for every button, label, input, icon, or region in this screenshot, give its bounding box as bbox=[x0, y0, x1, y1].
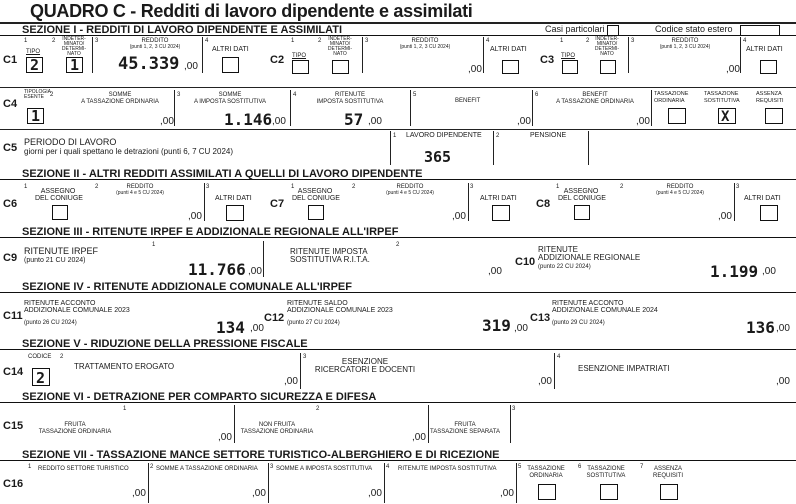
field-label: REDDITO bbox=[396, 184, 424, 190]
field-label: (punti 1, 2, 3 CU 2024) bbox=[399, 44, 451, 50]
field-label: TIPO bbox=[26, 49, 41, 55]
field-label: 3 bbox=[631, 38, 635, 44]
column-divider bbox=[92, 37, 93, 73]
field-label: ASSENZA REQUISITI bbox=[652, 466, 683, 479]
field-label: 3 bbox=[512, 406, 516, 412]
c13-acc-value: 136 bbox=[746, 318, 775, 337]
c14-codice-value: 2 bbox=[36, 369, 46, 387]
field-label: (punti 1, 2, 3 CU 2024) bbox=[129, 44, 181, 50]
row-c2: C2 bbox=[270, 54, 285, 66]
section-2-header bbox=[0, 168, 796, 180]
field-label: (punto 21 CU 2024) bbox=[24, 257, 86, 264]
field-label: BENEFIT bbox=[455, 98, 481, 104]
c4-tipologia-value: 1 bbox=[31, 107, 41, 125]
field-label: PENSIONE bbox=[530, 132, 567, 139]
section-3-header bbox=[0, 226, 796, 238]
field-label: 2 bbox=[150, 464, 154, 470]
c4-tass-ord-field[interactable] bbox=[668, 108, 686, 124]
column-divider bbox=[734, 183, 735, 221]
field-label: ESENZIONE IMPATRIATI bbox=[578, 364, 670, 373]
decimal-suffix: ,00 bbox=[452, 211, 466, 222]
column-divider bbox=[468, 183, 469, 221]
periodo-label: PERIODO DI LAVORO bbox=[24, 137, 117, 147]
decimal-suffix: ,00 bbox=[776, 376, 790, 387]
c2-tipo-field[interactable] bbox=[292, 60, 309, 74]
field-label: 1 bbox=[123, 406, 127, 412]
periodo-sub: giorni per i quali spettano le detrazioni (punti 6, 7 CU 2024) bbox=[24, 147, 234, 156]
decimal-suffix: ,00 bbox=[500, 488, 514, 499]
decimal-suffix: ,00 bbox=[218, 432, 232, 443]
field-label: 1 bbox=[24, 38, 28, 44]
field-label: (punti 4 e 5 CU 2024) bbox=[116, 190, 164, 196]
c10-add-reg-value: 1.199 bbox=[710, 262, 759, 281]
field-label: 2 bbox=[620, 184, 624, 190]
row-c13: C13 bbox=[530, 312, 551, 324]
column-divider bbox=[174, 90, 175, 126]
field-label: REDDITO bbox=[141, 38, 169, 44]
section-title: SEZIONE III - RITENUTE IRPEF E ADDIZIONALE REGIONALE ALL'IRPEF bbox=[22, 226, 399, 238]
column-divider bbox=[516, 463, 517, 503]
field-label: 6 bbox=[578, 464, 582, 470]
decimal-suffix: ,00 bbox=[248, 266, 262, 277]
column-divider bbox=[362, 37, 363, 73]
field-label: 2 bbox=[60, 354, 64, 360]
field-label: 3 bbox=[206, 184, 210, 190]
field-label: 2 bbox=[52, 38, 56, 44]
decimal-suffix: ,00 bbox=[514, 323, 528, 334]
casi-particolari-label: Casi particolari bbox=[545, 24, 605, 34]
c1-indeterminato-value: 1 bbox=[70, 56, 80, 74]
decimal-suffix: ,00 bbox=[412, 432, 426, 443]
field-label: (punto 26 CU 2024) bbox=[24, 320, 77, 326]
column-divider bbox=[384, 463, 385, 503]
field-label: RITENUTE ACCONTO ADDIZIONALE COMUNALE 2024 bbox=[552, 300, 658, 314]
decimal-suffix: ,00 bbox=[636, 116, 650, 127]
field-label: 3 bbox=[177, 92, 181, 98]
field-label: ALTRI DATI bbox=[480, 195, 517, 202]
c16-tass-sost-field[interactable] bbox=[600, 484, 618, 500]
field-label: ALTRI DATI bbox=[215, 195, 252, 202]
field-label: REDDITO bbox=[126, 184, 154, 190]
field-label: ASSEGNO DEL CONIUGE bbox=[558, 188, 606, 202]
decimal-suffix: ,00 bbox=[468, 64, 482, 75]
decimal-suffix: ,00 bbox=[368, 116, 382, 127]
c1-altri-dati-field[interactable] bbox=[222, 57, 239, 73]
field-label: 4 bbox=[293, 92, 297, 98]
row-c3: C3 bbox=[540, 54, 555, 66]
field-label: TASSAZIONE SOSTITUTIVA bbox=[586, 466, 626, 479]
decimal-suffix: ,00 bbox=[762, 266, 776, 277]
field-label: TASSAZIONE ORDINARIA bbox=[527, 466, 565, 479]
column-divider bbox=[390, 131, 391, 165]
field-label: 2 bbox=[50, 92, 54, 98]
row-c10: C10 bbox=[515, 256, 536, 268]
field-label: 3 bbox=[303, 354, 307, 360]
section-title: SEZIONE V - RIDUZIONE DELLA PRESSIONE FISCALE bbox=[22, 338, 308, 350]
field-label: REDDITO bbox=[411, 38, 439, 44]
field-label: ALTRI DATI bbox=[212, 46, 249, 53]
column-divider bbox=[483, 37, 484, 73]
c9-irpef-value: 11.766 bbox=[188, 260, 246, 279]
row-divider bbox=[0, 129, 796, 130]
c6-altri-dati-field[interactable] bbox=[226, 205, 244, 221]
field-label: 3 bbox=[270, 464, 274, 470]
column-divider bbox=[268, 463, 269, 503]
row-c16: C16 bbox=[3, 478, 24, 490]
column-divider bbox=[300, 353, 301, 389]
row-c14: C14 bbox=[3, 366, 24, 378]
c4-somme-sost-value: 1.146 bbox=[224, 110, 273, 129]
c16-tass-ord-field[interactable] bbox=[538, 484, 556, 500]
decimal-suffix: ,00 bbox=[517, 116, 531, 127]
field-label: TASSAZIONE ORDINARIA bbox=[654, 91, 689, 104]
column-divider bbox=[410, 90, 411, 126]
decimal-suffix: ,00 bbox=[250, 323, 264, 334]
c1-tipo-value: 2 bbox=[30, 56, 40, 74]
field-label: FRUITA TASSAZIONE ORDINARIA bbox=[38, 422, 112, 435]
field-label: 2 bbox=[95, 184, 99, 190]
row-c11: C11 bbox=[3, 310, 23, 322]
row-c15: C15 bbox=[3, 420, 24, 432]
field-label: RITENUTE IMPOSTA SOSTITUTIVA bbox=[316, 92, 384, 105]
c2-altri-dati-field[interactable] bbox=[502, 60, 519, 74]
field-label: INDETER- MINATO/ DETERMI- NATO bbox=[594, 36, 620, 57]
c1-reddito-value: 45.339 bbox=[118, 54, 180, 74]
casi-particolari-box[interactable] bbox=[607, 25, 619, 36]
field-label: 1 bbox=[560, 38, 564, 44]
c7-altri-dati-field[interactable] bbox=[492, 205, 510, 221]
field-label: BENEFIT A TASSAZIONE ORDINARIA bbox=[556, 92, 634, 105]
c3-indeterminato-field[interactable] bbox=[600, 60, 616, 74]
row-c8: C8 bbox=[536, 198, 551, 210]
section-4-header bbox=[0, 281, 796, 293]
c12-saldo-value: 319 bbox=[482, 316, 511, 335]
field-label: (punto 29 CU 2024) bbox=[552, 320, 605, 326]
field-label: 1 bbox=[28, 464, 32, 470]
decimal-suffix: ,00 bbox=[252, 488, 266, 499]
field-label: SOMME A TASSAZIONE ORDINARIA bbox=[156, 466, 258, 472]
section-title: SEZIONE VII - TASSAZIONE MANCE SETTORE TURISTICO-ALBERGHIERO E DI RICEZIONE bbox=[22, 449, 500, 461]
field-label: SOMME A IMPOSTA SOSTITUTIVA bbox=[276, 466, 373, 472]
section-title: SEZIONE IV - RITENUTE ADDIZIONALE COMUNALE ALL'IRPEF bbox=[22, 281, 352, 293]
decimal-suffix: ,00 bbox=[538, 376, 552, 387]
column-divider bbox=[740, 37, 741, 73]
column-divider bbox=[588, 131, 589, 165]
field-label: 2 bbox=[586, 38, 590, 44]
field-label: 3 bbox=[470, 184, 474, 190]
section-7-header bbox=[0, 449, 796, 461]
field-label: 3 bbox=[95, 38, 99, 44]
c6-assegno-field[interactable] bbox=[52, 205, 68, 220]
field-label: 3 bbox=[365, 38, 369, 44]
column-divider bbox=[263, 241, 264, 277]
decimal-suffix: ,00 bbox=[488, 266, 502, 277]
c4-ritenute-value: 57 bbox=[344, 110, 364, 129]
c7-assegno-field[interactable] bbox=[308, 205, 324, 220]
page-title: QUADRO C - Redditi di lavoro dipendente e assimilati bbox=[30, 1, 473, 21]
column-divider bbox=[202, 37, 203, 73]
field-label: ALTRI DATI bbox=[744, 195, 781, 202]
column-divider bbox=[554, 353, 555, 389]
field-label: 1 bbox=[393, 133, 397, 139]
field-label: TIPOLOGIA ESENTE bbox=[24, 89, 51, 100]
codice-estero-box[interactable] bbox=[740, 25, 780, 36]
field-label: LAVORO DIPENDENTE bbox=[406, 132, 482, 139]
field-label: INDETER- MINATO/ DETERMI- NATO bbox=[327, 36, 353, 57]
field-label: 3 bbox=[736, 184, 740, 190]
field-label: FRUITA TASSAZIONE SEPARATA bbox=[430, 422, 500, 435]
section-title: SEZIONE II - ALTRI REDDITI ASSIMILATI A QUELLI DI LAVORO DIPENDENTE bbox=[22, 168, 423, 180]
c4-assenza-field[interactable] bbox=[765, 108, 783, 124]
decimal-suffix: ,00 bbox=[188, 211, 202, 222]
column-divider bbox=[628, 37, 629, 73]
c4-tass-sost-mark: X bbox=[721, 109, 730, 125]
field-label: TIPO bbox=[561, 53, 576, 59]
field-label: 7 bbox=[640, 464, 644, 470]
field-label: CODICE bbox=[28, 354, 52, 360]
field-label: ASSEGNO DEL CONIUGE bbox=[292, 188, 340, 202]
c3-altri-dati-field[interactable] bbox=[760, 60, 777, 74]
section-title: SEZIONE I - REDDITI DI LAVORO DIPENDENTE E ASSIMILATI bbox=[22, 24, 343, 36]
field-label: (punti 1, 2, 3 CU 2024) bbox=[659, 44, 711, 50]
field-label: 4 bbox=[486, 38, 490, 44]
column-divider bbox=[532, 90, 533, 126]
field-label: ESENZIONE RICERCATORI E DOCENTI bbox=[314, 357, 416, 374]
field-label: REDDITO bbox=[666, 184, 694, 190]
column-divider bbox=[204, 183, 205, 221]
row-c9: C9 bbox=[3, 252, 18, 264]
c2-indeterminato-field[interactable] bbox=[332, 60, 349, 74]
decimal-suffix: ,00 bbox=[272, 116, 286, 127]
field-label: ALTRI DATI bbox=[490, 46, 527, 53]
codice-estero-label: Codice stato estero bbox=[655, 24, 733, 34]
c5-lav-dip-value: 365 bbox=[424, 148, 452, 166]
field-label: (punto 27 CU 2024) bbox=[287, 320, 340, 326]
column-divider bbox=[290, 90, 291, 126]
row-c6: C6 bbox=[3, 198, 18, 210]
field-label: REDDITO SETTORE TURISTICO bbox=[38, 466, 129, 472]
field-label: 1 bbox=[291, 38, 295, 44]
field-label: RITENUTE IMPOSTA SOSTITUTIVA R.I.T.A. bbox=[290, 247, 370, 264]
section-5-header bbox=[0, 338, 796, 350]
field-label: TRATTAMENTO EROGATO bbox=[74, 362, 175, 371]
row-c4: C4 bbox=[3, 98, 18, 110]
column-divider bbox=[148, 463, 149, 503]
field-label: 5 bbox=[413, 92, 417, 98]
c3-tipo-field[interactable] bbox=[562, 60, 578, 74]
field-label: 2 bbox=[352, 184, 356, 190]
column-divider bbox=[493, 131, 494, 165]
field-label: RITENUTE SALDO ADDIZIONALE COMUNALE 2023 bbox=[287, 300, 393, 314]
field-label: 5 bbox=[518, 464, 522, 470]
field-label: ALTRI DATI bbox=[746, 46, 783, 53]
field-label: 6 bbox=[535, 92, 539, 98]
row-c7: C7 bbox=[270, 198, 285, 210]
field-label: INDETER- MINATO/ DETERMI- NATO bbox=[61, 36, 87, 57]
decimal-suffix: ,00 bbox=[776, 323, 790, 334]
field-label: 2 bbox=[396, 242, 400, 248]
row-c12: C12 bbox=[264, 312, 285, 324]
field-label: 1 bbox=[24, 184, 28, 190]
field-label: RITENUTE ACCONTO ADDIZIONALE COMUNALE 2023 bbox=[24, 300, 130, 314]
field-label: RITENUTE IRPEF bbox=[24, 246, 99, 256]
c8-altri-dati-field[interactable] bbox=[760, 205, 778, 221]
c16-assenza-field[interactable] bbox=[660, 484, 678, 500]
field-label: SOMME A TASSAZIONE ORDINARIA bbox=[81, 92, 159, 105]
decimal-suffix: ,00 bbox=[184, 61, 198, 72]
field-label: RITENUTE IMPOSTA SOSTITUTIVA bbox=[398, 466, 497, 472]
field-label: SOMME A IMPOSTA SOSTITUTIVA bbox=[193, 92, 267, 105]
field-label: 4 bbox=[743, 38, 747, 44]
field-label: TASSAZIONE SOSTITUTIVA bbox=[704, 91, 740, 104]
decimal-suffix: ,00 bbox=[284, 376, 298, 387]
field-label: 4 bbox=[205, 38, 209, 44]
field-label: 1 bbox=[291, 184, 295, 190]
field-label: 4 bbox=[557, 354, 561, 360]
field-label: ASSEGNO DEL CONIUGE bbox=[35, 188, 83, 202]
field-label: 2 bbox=[318, 38, 322, 44]
column-divider bbox=[510, 405, 511, 443]
row-c1: C1 bbox=[3, 54, 18, 66]
field-label: ASSENZA REQUISITI bbox=[756, 91, 784, 104]
decimal-suffix: ,00 bbox=[368, 488, 382, 499]
decimal-suffix: ,00 bbox=[726, 64, 740, 75]
field-label: (punto 22 CU 2024) bbox=[538, 264, 591, 270]
field-label: 1 bbox=[152, 242, 156, 248]
field-label: 4 bbox=[386, 464, 390, 470]
field-label: 2 bbox=[316, 406, 320, 412]
field-label: (punti 4 e 5 CU 2024) bbox=[386, 190, 434, 196]
field-label: REDDITO bbox=[671, 38, 699, 44]
column-divider bbox=[651, 90, 652, 126]
field-label: (punti 4 e 5 CU 2024) bbox=[656, 190, 704, 196]
decimal-suffix: ,00 bbox=[160, 116, 174, 127]
row-divider bbox=[0, 87, 796, 88]
row-c5: C5 bbox=[3, 142, 18, 154]
field-label: 1 bbox=[556, 184, 560, 190]
field-label: 2 bbox=[496, 133, 500, 139]
c11-acc-value: 134 bbox=[216, 318, 245, 337]
section-6-header bbox=[0, 391, 796, 403]
field-label: NON FRUITA TASSAZIONE ORDINARIA bbox=[240, 422, 314, 435]
section-title: SEZIONE VI - DETRAZIONE PER COMPARTO SICUREZZA E DIFESA bbox=[22, 391, 377, 403]
c8-assegno-field[interactable] bbox=[574, 205, 590, 220]
decimal-suffix: ,00 bbox=[718, 211, 732, 222]
field-label: TIPO bbox=[292, 53, 307, 59]
field-label: RITENUTE ADDIZIONALE REGIONALE bbox=[538, 245, 641, 262]
decimal-suffix: ,00 bbox=[132, 488, 146, 499]
